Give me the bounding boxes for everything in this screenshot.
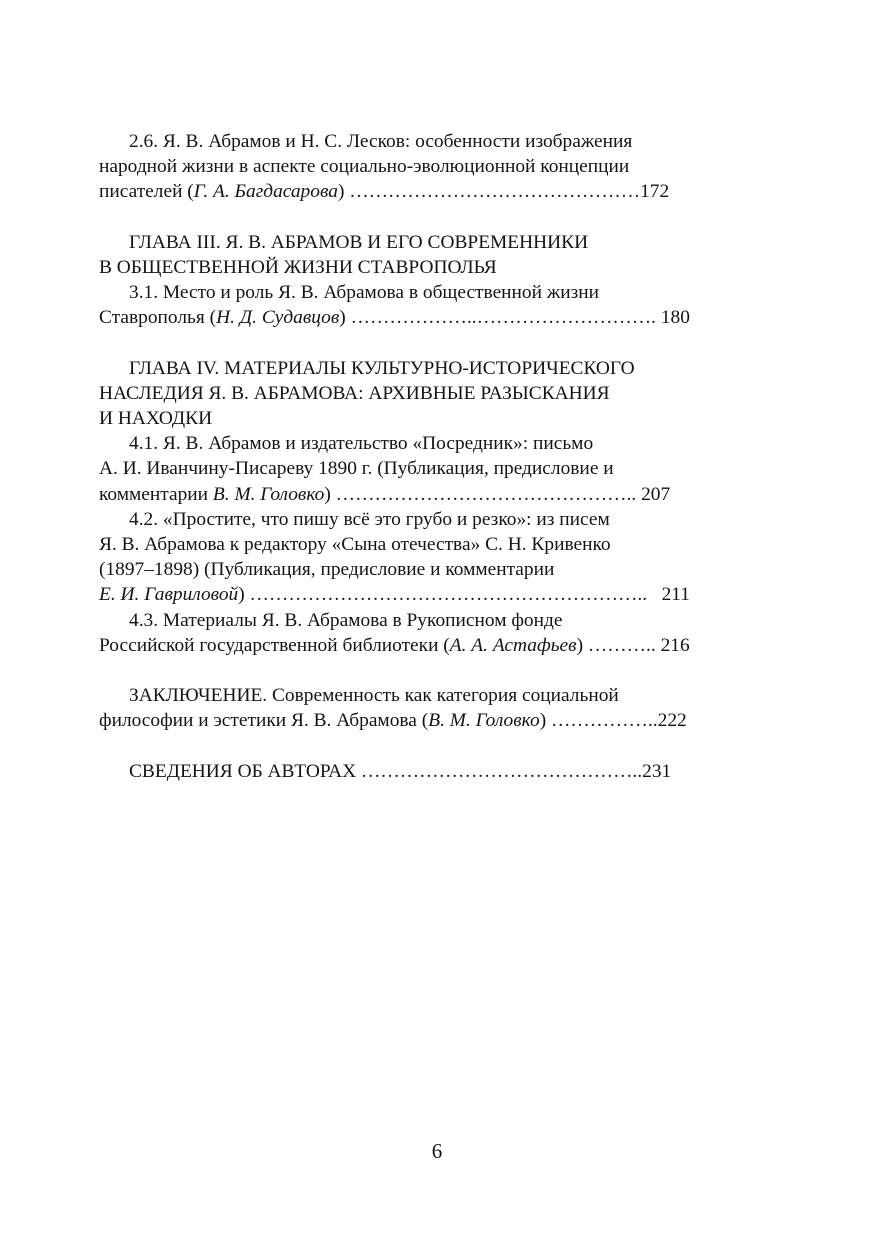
text: Российской государственной библиотеки ( — [99, 634, 450, 656]
spacer — [99, 658, 767, 683]
toc-entry-3-1-line-1: 3.1. Место и роль Я. В. Абрамова в общественной жизни — [129, 282, 600, 304]
author-name: Г. А. Багдасарова — [193, 181, 338, 203]
leader-and-page: ) ……………..222 — [539, 710, 687, 732]
toc-entry-4-3-line-2 — [99, 633, 767, 658]
chapter-3-title-line-1: ГЛАВА III. Я. В. АБРАМОВ И ЕГО СОВРЕМЕННИКИ — [129, 231, 589, 253]
toc-entry-2-6 — [99, 129, 767, 205]
toc-entry-4-2-line-1: 4.2. «Простите, что пишу всё это грубо и резко»: из писем — [129, 508, 610, 530]
toc-entry-2-6-line-3 — [99, 179, 767, 204]
toc-entry-4-2 — [99, 507, 767, 608]
chapter-4-title-line-2: НАСЛЕДИЯ Я. В. АБРАМОВА: АРХИВНЫЕ РАЗЫСКАНИЯ — [99, 382, 610, 404]
toc-chapter-4 — [99, 356, 767, 432]
toc-entry-2-6-line-1: 2.6. Я. В. Абрамов и Н. С. Лесков: особенности изображения — [129, 131, 633, 152]
spacer — [99, 331, 767, 356]
chapter-4-title-line-3: И НАХОДКИ — [99, 408, 213, 430]
author-name: Н. Д. Судавцов — [216, 307, 340, 329]
spacer — [99, 734, 767, 759]
page-number: 6 — [431, 1139, 443, 1163]
toc-entry-4-1-line-1: 4.1. Я. В. Абрамов и издательство «Посредник»: письмо — [129, 433, 594, 455]
toc-entry-3-1-line-2 — [99, 305, 767, 330]
toc-entry-4-1 — [99, 431, 767, 507]
toc-entry-4-1-line-3 — [99, 482, 767, 507]
toc-entry-2-6-line-2: народной жизни в аспекте социально-эволюционной концепции — [99, 156, 630, 178]
toc-conclusion — [99, 683, 767, 733]
toc-entry-4-2-line-3: (1897–1898) (Публикация, предисловие и комментарии — [99, 559, 555, 581]
chapter-3-title-line-2: В ОБЩЕСТВЕННОЙ ЖИЗНИ СТАВРОПОЛЬЯ — [99, 256, 497, 278]
author-name: В. М. Головко — [428, 710, 540, 732]
spacer — [99, 205, 767, 230]
author-name: В. М. Головко — [212, 483, 325, 505]
text: писателей ( — [99, 181, 194, 203]
text: философии и эстетики Я. В. Абрамова ( — [99, 710, 429, 732]
toc-entry-4-2-line-2: Я. В. Абрамова к редактору «Сына отечества» С. Н. Кривенко — [99, 534, 611, 555]
leader-and-page: ) ……….. 216 — [576, 634, 690, 656]
leader-and-page: ) ………………..………………………. 180 — [339, 307, 690, 329]
author-name: А. А. Астафьев — [449, 634, 577, 656]
toc-entry-4-3-line-1: 4.3. Материалы Я. В. Абрамова в Рукописном фонде — [129, 609, 563, 631]
toc-entry-4-3 — [99, 608, 767, 658]
toc-entry-4-1-line-2: А. И. Иванчину-Писареву 1890 г. (Публикация, предисловие и — [99, 458, 614, 480]
toc-entry-3-1 — [99, 280, 767, 330]
leader-and-page: ) ……………………………………….. 207 — [324, 483, 671, 505]
author-name: Е. И. Гавриловой — [99, 584, 239, 606]
conclusion-line-1: ЗАКЛЮЧЕНИЕ. Современность как категория социальной — [129, 685, 619, 707]
authors-line-1: СВЕДЕНИЯ ОБ АВТОРАХ ……………………………………..231 — [129, 760, 672, 782]
toc-entry-4-2-line-4 — [99, 582, 767, 607]
chapter-4-title-line-1: ГЛАВА IV. МАТЕРИАЛЫ КУЛЬТУРНО-ИСТОРИЧЕСКОГО — [129, 357, 635, 379]
table-of-contents — [99, 129, 767, 784]
text: Ставрополья ( — [99, 307, 217, 329]
leader-and-page: ) …………………………………………………….. 211 — [238, 584, 690, 606]
toc-authors — [99, 759, 767, 784]
text: комментарии — [99, 483, 213, 505]
conclusion-line-2 — [99, 708, 767, 733]
toc-chapter-3 — [99, 230, 767, 280]
leader-and-page: ) ………………………………………172 — [337, 181, 670, 203]
